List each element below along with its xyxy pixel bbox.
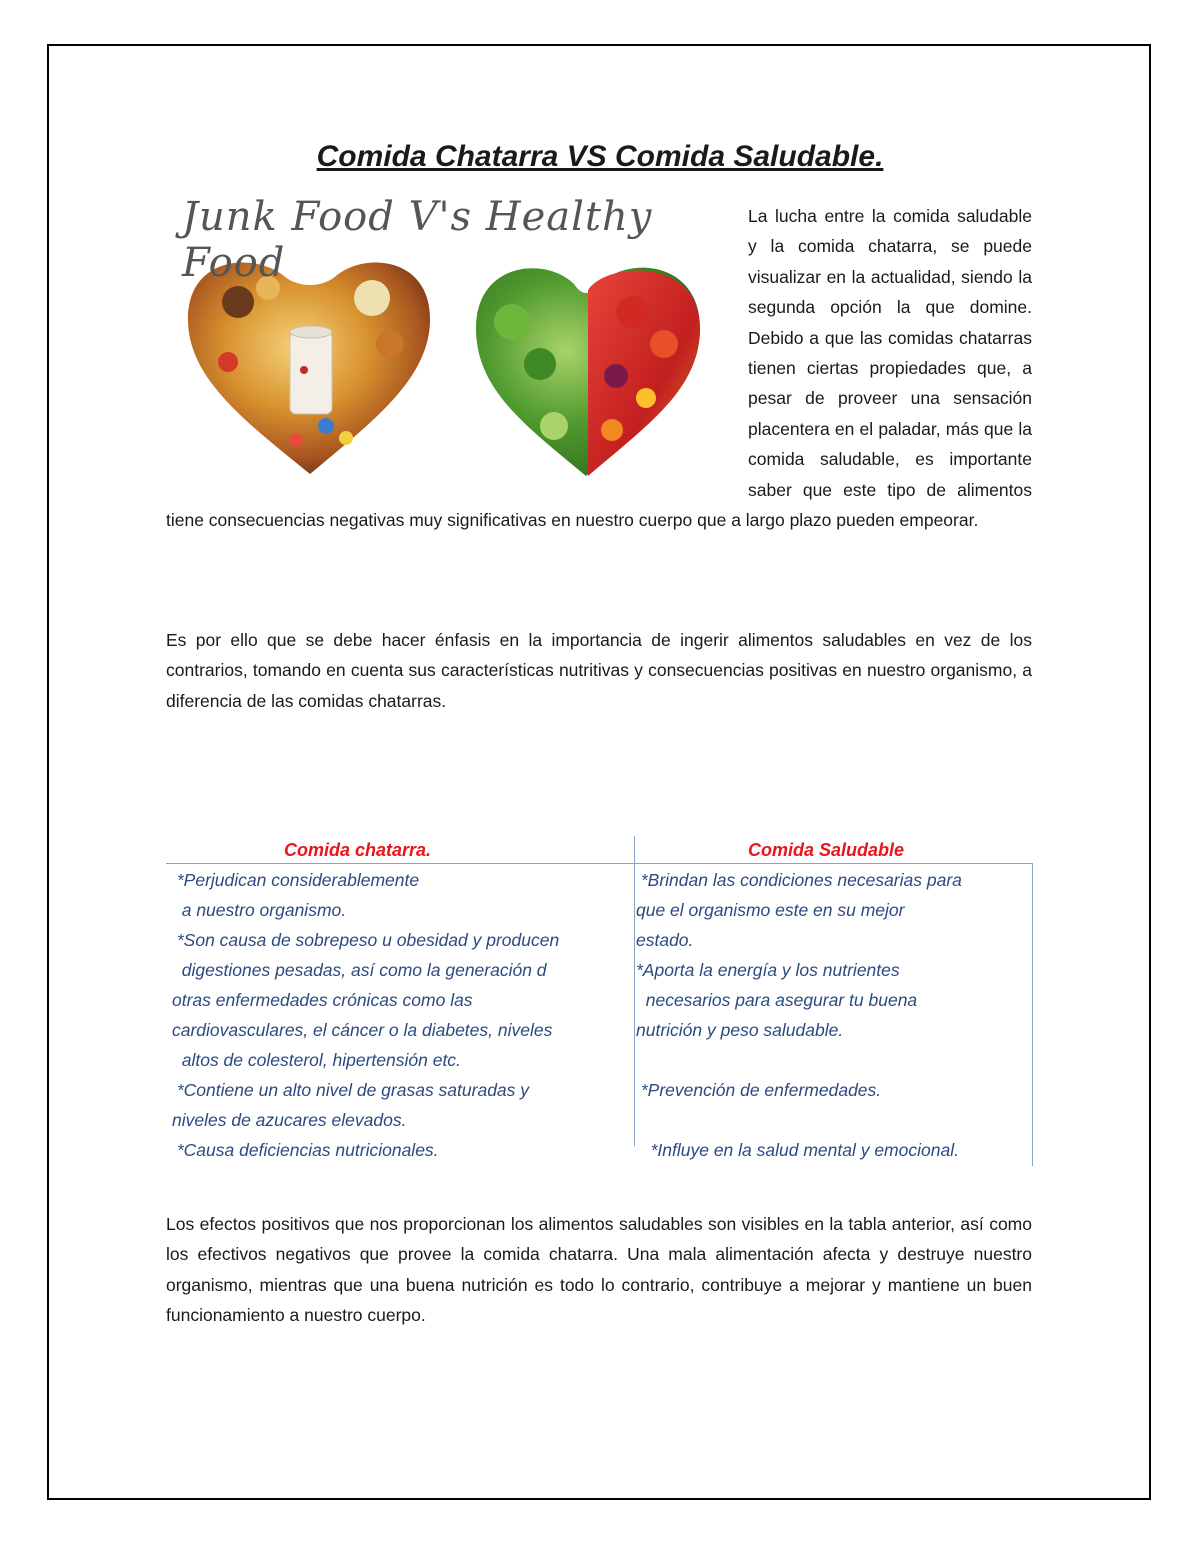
table-right-border [1032, 863, 1033, 1166]
header-healthy-food: Comida Saludable [748, 840, 905, 860]
table-cell-line: *Prevención de enfermedades. [636, 1080, 882, 1100]
figure-caption: Junk Food V's Healthy Food [182, 194, 653, 286]
comparison-table [166, 836, 1033, 1166]
image-wrap-spacer [166, 201, 748, 505]
table-header-rule [166, 863, 1033, 864]
table-cell-line: niveles de azucares elevados. [172, 1110, 407, 1130]
intro-paragraph [166, 201, 1032, 535]
paragraph-importance: Es por ello que se debe hacer énfasis en la importancia de ingerir alimentos saludables en vez de los contrarios, tomando en cuenta sus características nutritivas y consecuencias positivas en nuestro organismo, a diferencia de las comidas chatarras. [166, 630, 1032, 711]
table-cell-line: *Perjudican considerablemente [172, 870, 420, 890]
table-cell-line: nutrición y peso saludable. [636, 1020, 844, 1040]
table-cell-line: altos de colesterol, hipertensión etc. [172, 1050, 461, 1070]
table-cell-line: otras enfermedades crónicas como las [172, 990, 473, 1010]
page-title: Comida Chatarra VS Comida Saludable. [316, 140, 884, 173]
table-cell-line: *Son causa de sobrepeso u obesidad y producen [172, 930, 560, 950]
table-cell-line: estado. [636, 930, 694, 950]
table-cell-line: *Brindan las condiciones necesarias para [636, 870, 962, 890]
table-cell-line: que el organismo este en su mejor [636, 900, 905, 920]
table-cell-line: a nuestro organismo. [172, 900, 347, 920]
header-junk-food: Comida chatarra. [284, 840, 432, 860]
table-cell-line: digestiones pesadas, así como la generación d [172, 960, 547, 980]
table-cell-line: *Causa deficiencias nutricionales. [172, 1140, 439, 1160]
table-cell-line: *Contiene un alto nivel de grasas saturadas y [172, 1080, 530, 1100]
table-cell-line: cardiovasculares, el cáncer o la diabetes, niveles [172, 1020, 553, 1040]
intro-text: La lucha entre la comida saludable y la comida chatarra, se puede visualizar en la actualidad, siendo la segunda opción la que domine. Debido a que las comidas chatarras tienen ciertas propiedades que, a pesar de proveer una sensación placentera en el paladar, más que la comida saludable, es importante saber que este tipo de alimentos tiene consecuencias negativas muy significativas en nuestro cuerpo que a largo plazo pueden empeorar. [166, 206, 1032, 531]
table-cell-line: *Aporta la energía y los nutrientes [636, 960, 900, 980]
table-column-divider [634, 836, 635, 1146]
paragraph-conclusion: Los efectos positivos que nos proporcionan los alimentos saludables son visibles en la tabla anterior, así como los efectivos negativos que provee la comida chatarra. Una mala alimentación afecta y destruye nuestro organismo, mientras que una buena nutrición es todo lo contrario, contribuye a mejorar y mantiene un buen funcionamiento a nuestro cuerpo. [166, 1214, 1032, 1326]
table-cell-line: *Influye en la salud mental y emocional. [636, 1140, 959, 1160]
table-cell-line: necesarios para asegurar tu buena [636, 990, 918, 1010]
